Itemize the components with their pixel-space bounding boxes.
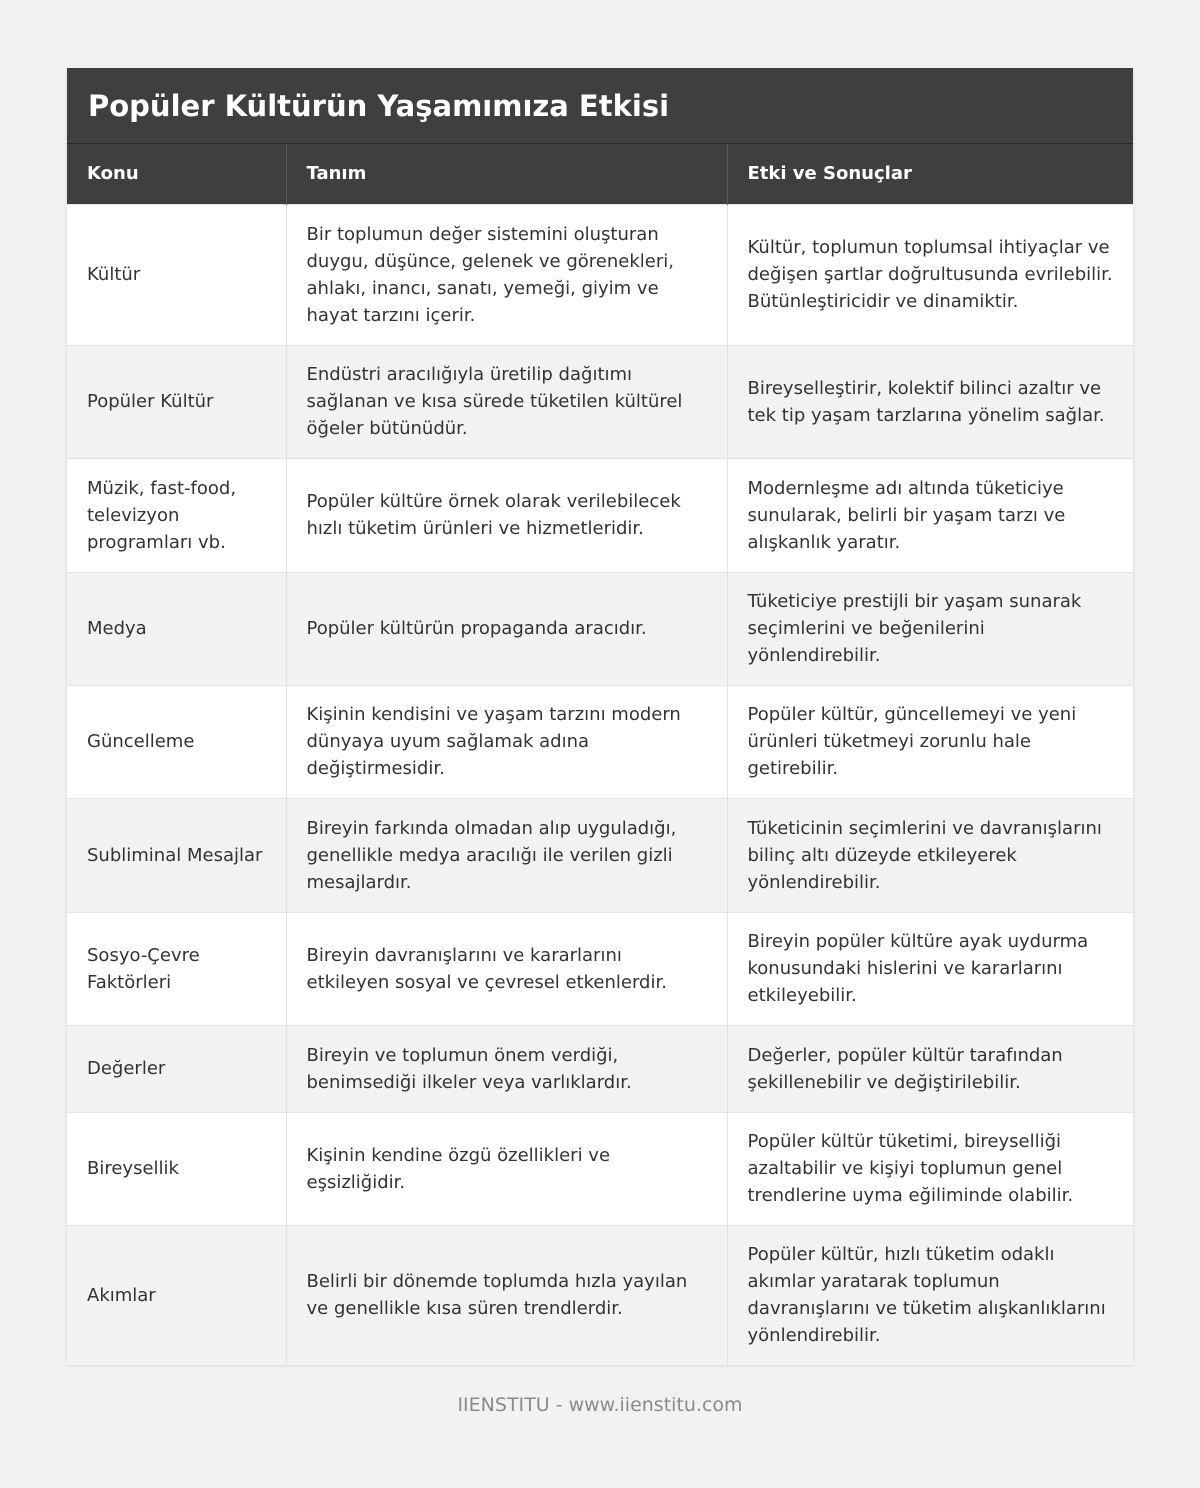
cell-tanim: Popüler kültürün propaganda aracıdır. bbox=[286, 572, 727, 685]
cell-etki: Değerler, popüler kültür tarafından şekillenebilir ve değiştirilebilir. bbox=[727, 1025, 1133, 1112]
cell-etki: Popüler kültür tüketimi, bireyselliği azaltabilir ve kişiyi toplumun genel trendlerine uyma eğiliminde olabilir. bbox=[727, 1112, 1133, 1225]
cell-tanim: Kişinin kendine özgü özellikleri ve eşsizliğidir. bbox=[286, 1112, 727, 1225]
cell-konu: Medya bbox=[67, 572, 286, 685]
table-row bbox=[67, 572, 1133, 685]
cell-etki: Popüler kültür, hızlı tüketim odaklı akımlar yaratarak toplumun davranışlarını ve tüketim alışkanlıklarını yönlendirebilir. bbox=[727, 1225, 1133, 1365]
table-card bbox=[67, 68, 1133, 1365]
footer-credit: IIENSTITU - www.iienstitu.com bbox=[457, 1394, 743, 1416]
cell-konu: Subliminal Mesajlar bbox=[67, 798, 286, 912]
column-header-tanim: Tanım bbox=[286, 144, 727, 204]
table-row bbox=[67, 345, 1133, 458]
column-header-konu: Konu bbox=[67, 144, 286, 204]
cell-etki: Kültür, toplumun toplumsal ihtiyaçlar ve değişen şartlar doğrultusunda evrilebilir. Bütünleştiricidir ve dinamiktir. bbox=[727, 204, 1133, 345]
cell-tanim: Bireyin davranışlarını ve kararlarını etkileyen sosyal ve çevresel etkenlerdir. bbox=[286, 912, 727, 1025]
table-row bbox=[67, 204, 1133, 345]
table-row bbox=[67, 685, 1133, 798]
cell-konu: Akımlar bbox=[67, 1225, 286, 1365]
cell-etki: Tüketiciye prestijli bir yaşam sunarak seçimlerini ve beğenilerini yönlendirebilir. bbox=[727, 572, 1133, 685]
cell-tanim: Bir toplumun değer sistemini oluşturan duygu, düşünce, gelenek ve görenekleri, ahlakı, inancı, sanatı, yemeği, giyim ve hayat tarzını içerir. bbox=[286, 204, 727, 345]
cell-tanim: Bireyin ve toplumun önem verdiği, benimsediği ilkeler veya varlıklardır. bbox=[286, 1025, 727, 1112]
cell-tanim: Bireyin farkında olmadan alıp uyguladığı, genellikle medya aracılığı ile verilen gizli mesajlardır. bbox=[286, 798, 727, 912]
cell-etki: Bireyin popüler kültüre ayak uydurma konusundaki hislerini ve kararlarını etkileyebilir. bbox=[727, 912, 1133, 1025]
cell-konu: Güncelleme bbox=[67, 685, 286, 798]
header-row bbox=[67, 144, 1133, 204]
table-row bbox=[67, 458, 1133, 572]
cell-tanim: Belirli bir dönemde toplumda hızla yayılan ve genellikle kısa süren trendlerdir. bbox=[286, 1225, 727, 1365]
table-row bbox=[67, 912, 1133, 1025]
cell-tanim: Popüler kültüre örnek olarak verilebilecek hızlı tüketim ürünleri ve hizmetleridir. bbox=[286, 458, 727, 572]
table-row bbox=[67, 1225, 1133, 1365]
cell-konu: Sosyo-Çevre Faktörleri bbox=[67, 912, 286, 1025]
cell-konu: Bireysellik bbox=[67, 1112, 286, 1225]
cell-tanim: Kişinin kendisini ve yaşam tarzını modern dünyaya uyum sağlamak adına değiştirmesidir. bbox=[286, 685, 727, 798]
cell-etki: Modernleşme adı altında tüketiciye sunularak, belirli bir yaşam tarzı ve alışkanlık yaratır. bbox=[727, 458, 1133, 572]
column-header-etki: Etki ve Sonuçlar bbox=[727, 144, 1133, 204]
table-row bbox=[67, 1025, 1133, 1112]
cell-etki: Tüketicinin seçimlerini ve davranışlarını bilinç altı düzeyde etkileyerek yönlendirebilir. bbox=[727, 798, 1133, 912]
table-row bbox=[67, 798, 1133, 912]
cell-konu: Müzik, fast-food, televizyon programları vb. bbox=[67, 458, 286, 572]
cell-konu: Değerler bbox=[67, 1025, 286, 1112]
table-row bbox=[67, 1112, 1133, 1225]
cell-konu: Kültür bbox=[67, 204, 286, 345]
cell-etki: Bireyselleştirir, kolektif bilinci azaltır ve tek tip yaşam tarzlarına yönelim sağlar. bbox=[727, 345, 1133, 458]
table-title: Popüler Kültürün Yaşamımıza Etkisi bbox=[67, 68, 1133, 144]
cell-konu: Popüler Kültür bbox=[67, 345, 286, 458]
cell-etki: Popüler kültür, güncellemeyi ve yeni ürünleri tüketmeyi zorunlu hale getirebilir. bbox=[727, 685, 1133, 798]
data-table bbox=[67, 144, 1133, 1365]
cell-tanim: Endüstri aracılığıyla üretilip dağıtımı sağlanan ve kısa sürede tüketilen kültürel öğeler bütünüdür. bbox=[286, 345, 727, 458]
